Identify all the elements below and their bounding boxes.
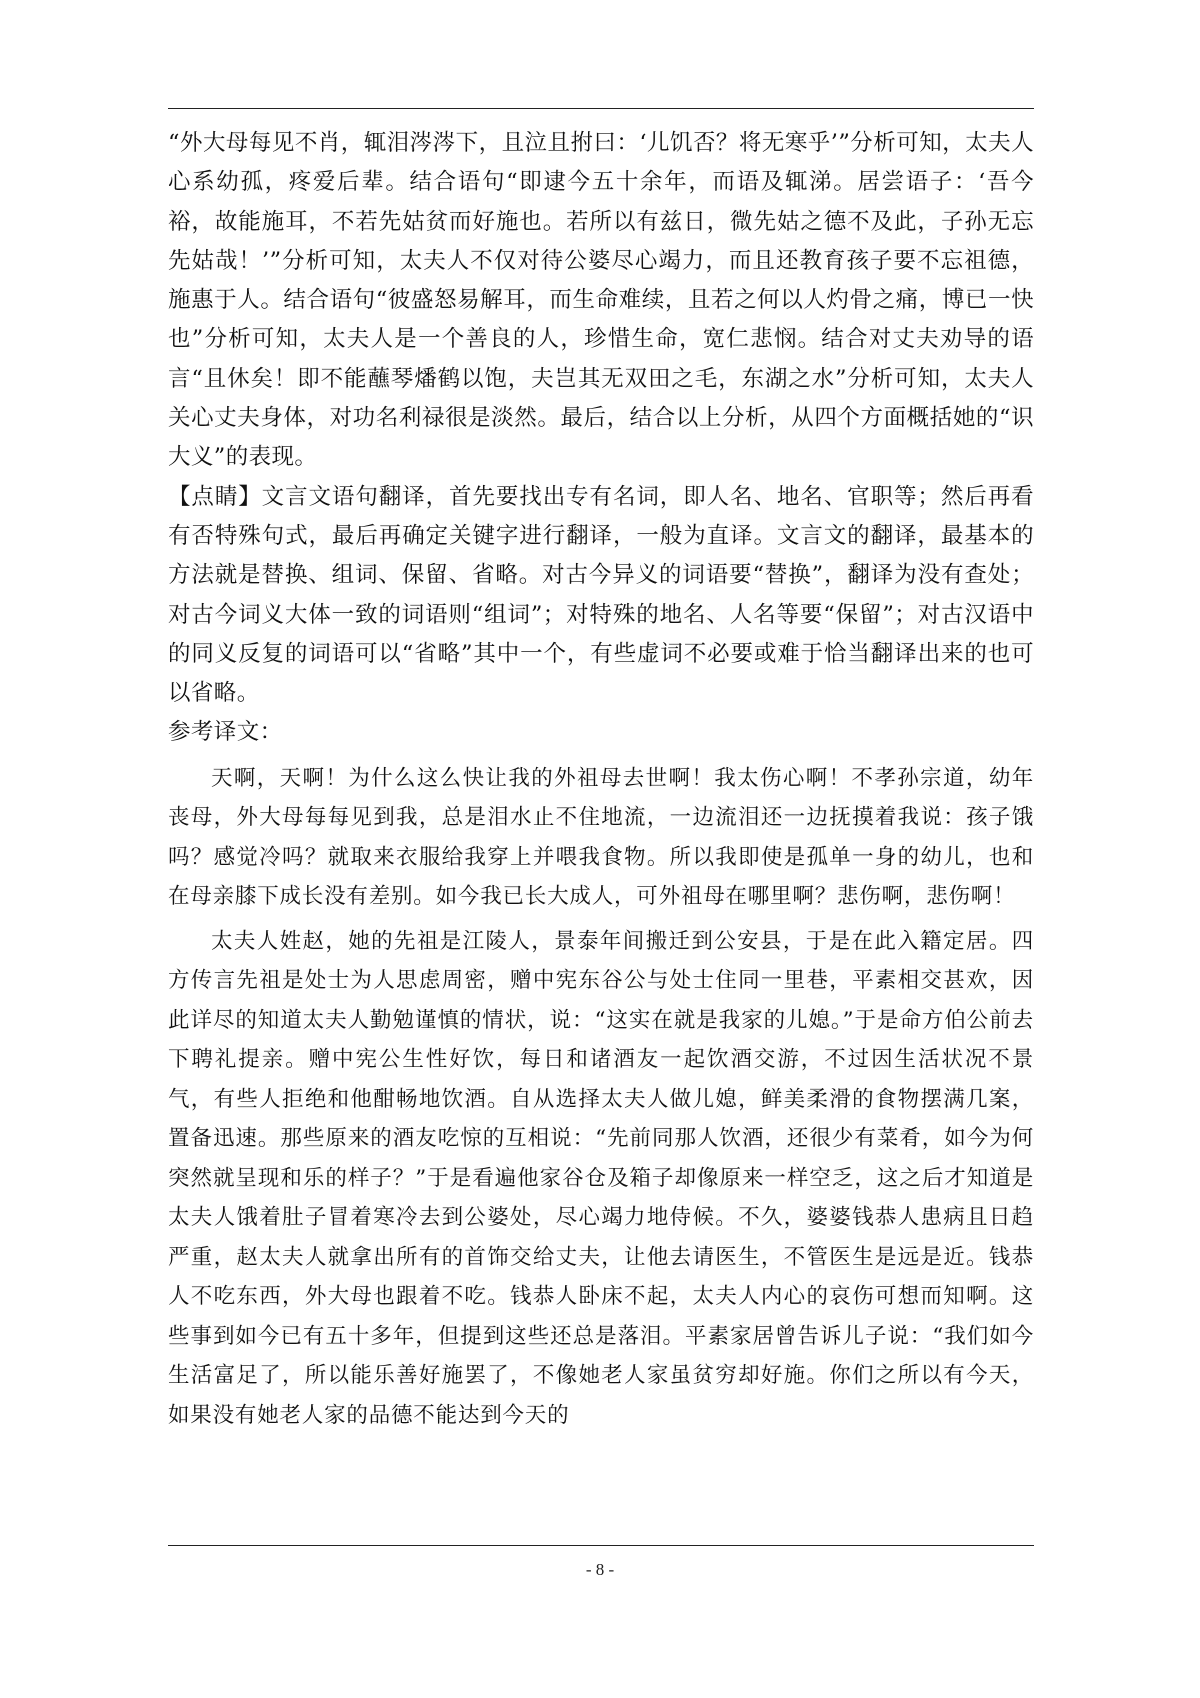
analysis-paragraph: “外大母每见不肖，辄泪涔涔下，且泣且拊曰：‘儿饥否？将无寒乎’”分析可知，太夫人心系幼孤，疼爱后辈。结合语句“即逮今五十余年，而语及辄涕。居尝语子：‘吾今裕，故能施耳，不若先姑贫而好施也。若所以有兹日，微先姑之德不及此，子孙无忘先姑哉！’”分析可知，太夫人不仅对待公婆尽心竭力，而且还教育孩子要不忘祖德，施惠于人。结合语句“彼盛怒易解耳，而生命难续，且若之何以人灼骨之痛，博已一快也”分析可知，太夫人是一个善良的人，珍惜生命，宽仁悲悯。结合对丈夫劝导的语言“且休矣！即不能蘸琴燔鹤以饱，夫岂其无双田之毛，东湖之水”分析可知，太夫人关心丈夫身体，对功名利禄很是淡然。最后，结合以上分析，从四个方面概括她的“识大义”的表现。 <box>168 130 1034 471</box>
page-content <box>168 124 1034 1440</box>
reference-heading: 参考译文： <box>168 719 283 746</box>
translation-paragraph-1: 天啊，天啊！为什么这么快让我的外祖母去世啊！我太伤心啊！不孝孙宗道，幼年丧母，外大母每每见到我，总是泪水止不住地流，一边流泪还一边抚摸着我说：孩子饿吗？感觉冷吗？就取来衣服给我穿上并喂我食物。所以我即使是孤单一身的幼儿，也和在母亲膝下成长没有差别。如今我已长大成人，可外祖母在哪里啊？悲伤啊，悲伤啊！ <box>168 765 1034 910</box>
footer-rule <box>168 1545 1034 1546</box>
header-rule <box>168 108 1034 109</box>
dianjing-paragraph: 【点睛】文言文语句翻译，首先要找出专有名词，即人名、地名、官职等；然后再看有否特殊句式，最后再确定关键字进行翻译，一般为直译。文言文的翻译，最基本的方法就是替换、组词、保留、省略。对古今异义的词语要“替换”，翻译为没有查处；对古今词义大体一致的词语则“组词”；对特殊的地名、人名等要“保留”；对古汉语中的同义反复的词语可以“省略”其中一个，有些虚词不必要或难于恰当翻译出来的也可以省略。 <box>168 483 1034 707</box>
translation-paragraph-2: 太夫人姓赵，她的先祖是江陵人，景泰年间搬迁到公安县，于是在此入籍定居。四方传言先祖是处士为人思虑周密，赠中宪东谷公与处士住同一里巷，平素相交甚欢，因此详尽的知道太夫人勤勉谨慎的情状，说：“这实在就是我家的儿媳。”于是命方伯公前去下聘礼提亲。赠中宪公生性好饮，每日和诸酒友一起饮酒交游，不过因生活状况不景气，有些人拒绝和他酣畅地饮酒。自从选择太夫人做儿媳，鲜美柔滑的食物摆满几案，置备迅速。那些原来的酒友吃惊的互相说：“先前同那人饮酒，还很少有菜肴，如今为何突然就呈现和乐的样子？”于是看遍他家谷仓及箱子却像原来一样空乏，这之后才知道是太夫人饿着肚子冒着寒冷去到公婆处，尽心竭力地侍候。不久，婆婆钱恭人患病且日趋严重，赵太夫人就拿出所有的首饰交给丈夫，让他去请医生，不管医生是远是近。钱恭人不吃东西，外大母也跟着不吃。钱恭人卧床不起，太夫人内心的哀伤可想而知啊。这些事到如今已有五十多年，但提到这些还总是落泪。平素家居曾告诉儿子说：“我们如今生活富足了，所以能乐善好施罢了，不像她老人家虽贫穷却好施。你们之所以有今天，如果没有她老人家的品德不能达到今天的 <box>168 928 1034 1428</box>
reference-translation <box>168 759 1034 1436</box>
page-number: - 8 - <box>585 1560 615 1579</box>
